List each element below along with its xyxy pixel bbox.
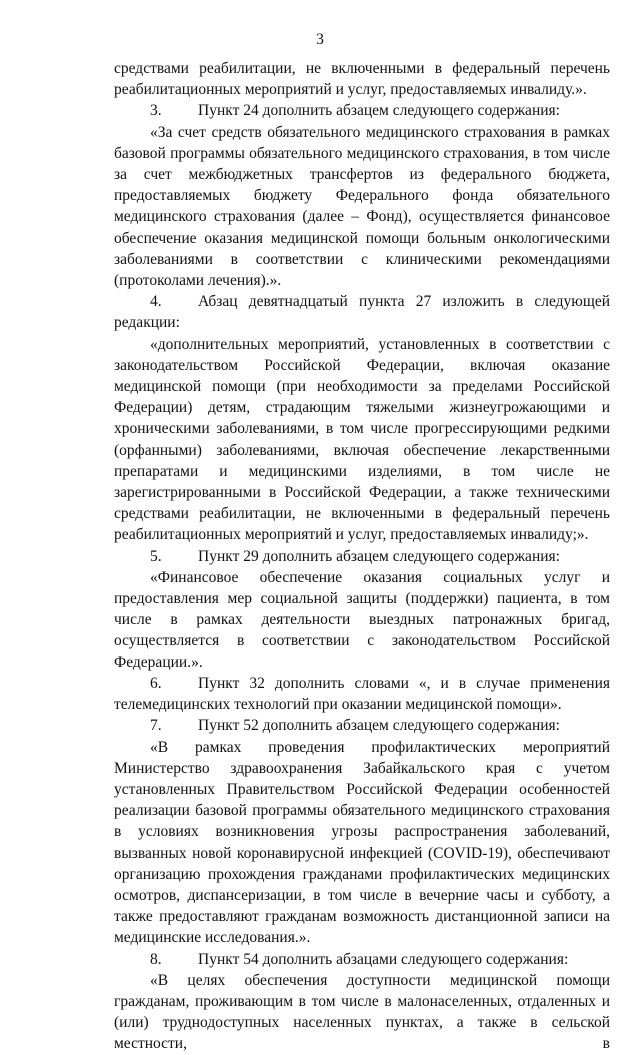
item-3-instruction bbox=[114, 100, 610, 121]
item-number: 8. bbox=[150, 950, 162, 968]
item-instruction-text: Пункт 29 дополнить абзацем следующего содержания: bbox=[198, 547, 560, 565]
item-6-instruction bbox=[114, 673, 610, 715]
item-instruction-text: Пункт 54 дополнить абзацами следующего содержания: bbox=[198, 950, 569, 968]
item-number: 3. bbox=[150, 102, 162, 120]
item-number: 6. bbox=[150, 674, 162, 692]
item-5-instruction bbox=[114, 546, 610, 567]
item-4-instruction bbox=[114, 291, 610, 333]
item-3-quote: «За счет средств обязательного медицинского страхования в рамках базовой программы обязательного медицинского страхования, в том числе за счет межбюджетных трансфертов из федерального бюджета, предоставляемых бюджету Федерального фонда обязательного медицинского страхования (далее – Фонд), осуществляется финансовое обеспечение оказания медицинской помощи больным онкологическими заболеваниями в соответствии с клиническими рекомендациями (протоколами лечения).». bbox=[114, 123, 610, 290]
item-number: 7. bbox=[150, 717, 162, 735]
item-instruction-text: Абзац девятнадцатый пункта 27 изложить в следующей редакции: bbox=[114, 293, 610, 332]
item-8-quote: «В целях обеспечения доступности медицинской помощи гражданам, проживающим в том числе в малонаселенных, отдаленных и (или) труднодоступных населенных пунктах, а также в сельской местности, в bbox=[114, 971, 610, 1053]
item-instruction-text: Пункт 24 дополнить абзацем следующего содержания: bbox=[198, 102, 560, 120]
item-7-quote: «В рамках проведения профилактических мероприятий Министерство здравоохранения Забайкальского края с учетом установленных Правительством Российской Федерации особенностей реализации базовой программы обязательного медицинского страхования в условиях возникновения угрозы распространения заболеваний, вызванных новой коронавирусной инфекцией (COVID-19), обеспечивают организацию прохождения гражданами профилактических медицинских осмотров, диспансеризации, в том числе в вечерние часы и субботу, а также предоставляют гражданам возможность дистанционной записи на медицинские исследования.». bbox=[114, 738, 610, 947]
item-5-quote: «Финансовое обеспечение оказания социальных услуг и предоставления мер социальной защиты (поддержки) пациента, в том числе в рамках деятельности выездных патронажных бригад, осуществляется в соответствии с законодательством Российской Федерации.». bbox=[114, 568, 610, 671]
item-7-instruction bbox=[114, 715, 610, 736]
document-body bbox=[114, 58, 610, 1055]
page-number: 3 bbox=[316, 31, 324, 48]
item-number: 4. bbox=[150, 293, 162, 311]
continuation-line: средствами реабилитации, не включенными в федеральный перечень bbox=[114, 60, 610, 77]
item-instruction-text: Пункт 52 дополнить абзацем следующего содержания: bbox=[198, 717, 560, 735]
item-4-quote: «дополнительных мероприятий, установленных в соответствии с законодательством Российской Федерации, включая оказание медицинской помощи (при необходимости за пределами Российской Федерации) детям, страдающим тяжелыми жизнеугрожающими и хроническими заболеваниями, в том числе прогрессирующими редкими (орфанными) заболеваниями, включая обеспечение лекарственными препаратами и медицинскими изделиями, в том числе не зарегистрированными в Российской Федерации, а также техническими средствами реабилитации, не включенными в федеральный перечень реабилитационных мероприятий и услуг, предоставляемых инвалиду;». bbox=[114, 335, 610, 544]
continuation-line: реабилитационных мероприятий и услуг, предоставляемых инвалиду.». bbox=[114, 81, 587, 99]
item-instruction-text: Пункт 32 дополнить словами «, и в случае применения телемедицинских технологий при оказании медицинской помощи». bbox=[114, 674, 610, 714]
item-8-instruction bbox=[114, 949, 610, 970]
item-number: 5. bbox=[150, 547, 162, 565]
